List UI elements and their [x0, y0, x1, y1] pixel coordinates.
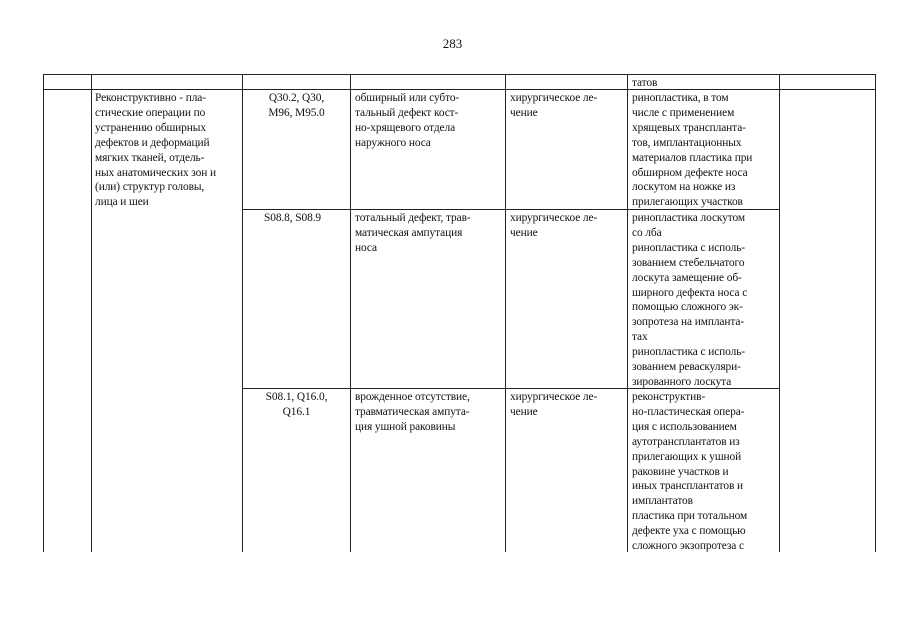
- column-divider-5: [627, 74, 628, 552]
- row-2-method: ринопластика лоскутом со лба ринопластика с исполь- зованием стебельчатого лоскута замещение об- ширного дефекта носа с помощью сложного эк- зопротеза на импланта- тах ринопластика с исполь- зованием реваскуляри- зированного лоскута: [632, 212, 748, 388]
- group-name-cell: Реконструктивно - пла- стические операции по устранению обширных дефектов и деформаций мягких тканей, отдель- ных анатомических зон и (или) структур головы, лица и шеи: [95, 92, 216, 209]
- column-divider-3: [350, 74, 351, 552]
- row-1-treatment: хирургическое ле- чение: [510, 92, 598, 119]
- row-1-method: ринопластика, в том числе с применением хрящевых транспланта- тов, имплантационных материалов пластика при обширном дефекте носа лоскутом на ножке из прилегающих участков: [632, 92, 753, 209]
- table-left-border: [43, 74, 44, 552]
- table-top-border: [43, 74, 875, 75]
- table-right-border: [875, 74, 876, 552]
- row-2-codes: S08.8, S08.9: [264, 212, 322, 224]
- row-3-treatment: хирургическое ле- чение: [510, 391, 598, 418]
- row-3-model: врожденное отсутствие, травматическая ампута- ция ушной раковины: [355, 391, 470, 433]
- row-1-codes: Q30.2, Q30, M96, M95.0: [268, 92, 325, 119]
- column-divider-6: [779, 74, 780, 552]
- row-1-model: обширный или субто- тальный дефект кост- но-хрящевого отдела наружного носа: [355, 92, 460, 149]
- column-divider-4: [505, 74, 506, 552]
- continuation-text: татов: [632, 77, 658, 89]
- column-divider-1: [91, 74, 92, 552]
- row-3-codes: S08.1, Q16.0, Q16.1: [265, 391, 328, 418]
- row-2-model: тотальный дефект, трав- матическая ампутация носа: [355, 212, 471, 254]
- row-3-method: реконструктив- но-пластическая опера- ция с использованием аутотрансплантатов из прилегающих к ушной раковине участков и иных трансплантатов и имплантатов пластика при тотальном дефекте уха с помощью сложного экзопротеза с: [632, 391, 748, 553]
- row-2-treatment: хирургическое ле- чение: [510, 212, 598, 239]
- header-row-bottom-border: [43, 89, 875, 90]
- page-number: 283: [442, 36, 463, 51]
- column-divider-2: [242, 74, 243, 552]
